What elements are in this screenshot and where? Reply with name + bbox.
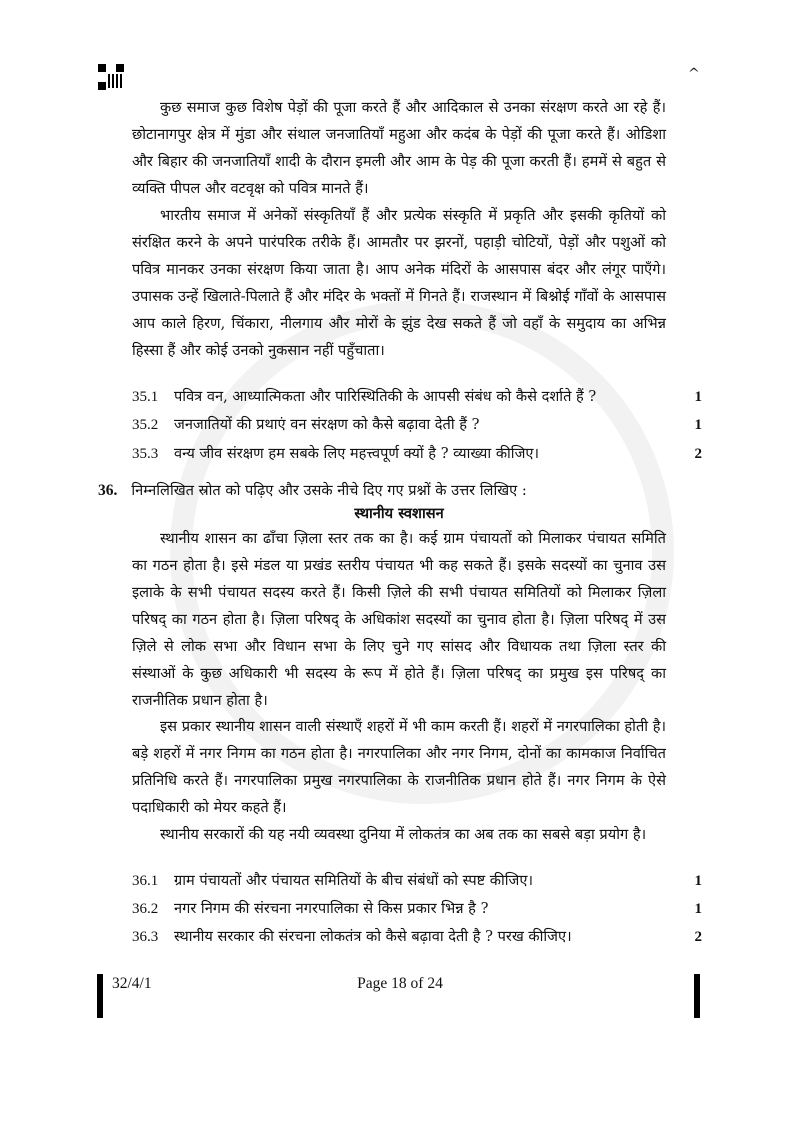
page-number: Page 18 of 24 <box>357 975 443 992</box>
subquestion-number: 36.2 <box>132 901 159 917</box>
subquestion-marks: 1 <box>694 389 702 405</box>
subquestion-number: 35.2 <box>132 417 159 433</box>
subquestion-text: स्थानीय सरकार की संरचना लोकतंत्र को कैसे बढ़ावा देती है ? परख कीजिए। <box>174 928 572 945</box>
footer-bar-right <box>694 974 700 1018</box>
subquestion-marks: 1 <box>694 417 702 433</box>
subquestion-36-3 <box>132 924 702 950</box>
question-number: 36. <box>98 482 118 499</box>
subquestion-text: नगर निगम की संरचना नगरपालिका से किस प्रकार भिन्न है ? <box>174 900 489 917</box>
qr-code-icon <box>98 64 124 90</box>
subquestion-36-1 <box>132 868 702 894</box>
q36-paragraph-3: स्थानीय सरकारों की यह नयी व्यवस्था दुनिया में लोकतंत्र का अब तक का सबसे बड़ा प्रयोग है। <box>160 826 647 843</box>
caret-mark: ^ <box>688 66 700 82</box>
subquestion-36-2 <box>132 896 702 922</box>
q35-paragraph-2: भारतीय समाज में अनेकों संस्कृतियाँ हैं और प्रत्येक संस्कृति में प्रकृति और इसकी कृतियों को संरक्षित करने के अपने पारंपरिक तरीके हैं। आमतौर पर झरनों, पहाड़ी चोटियों, पेड़ों और पशुओं को पवित्र मानकर उनका संरक्षण किया जाता है। आप अनेक मंदिरों के आसपास बंदर और लंगूर पाएँगे। उपासक उन्हें खिलाते-पिलाते हैं और मंदिर के भक्तों में गिनते हैं। राजस्थान में बिश्नोई गाँवों के आसपास आप काले हिरण, चिंकारा, नीलगाय और मोरों के झुंड देख सकते हैं जो वहाँ के समुदाय का अभिन्न हिस्सा हैं और कोई उनको नुकसान नहीं पहुँचाता। <box>132 207 666 359</box>
subquestion-35-1 <box>132 384 702 410</box>
q36-paragraph-1: स्थानीय शासन का ढाँचा ज़िला स्तर तक का है। कई ग्राम पंचायतों को मिलाकर पंचायत समिति का गठन होता है। इसे मंडल या प्रखंड स्तरीय पंचायत भी कह सकते हैं। इसके सदस्यों का चुनाव उस इलाके के सभी पंचायत सदस्य करते हैं। किसी ज़िले की सभी पंचायत समितियों को मिलाकर ज़िला परिषद् का गठन होता है। ज़िला परिषद् के अधिकांश सदस्यों का चुनाव होता है। ज़िला परिषद् में उस ज़िले से लोक सभा और विधान सभा के लिए चुने गए सांसद और विधायक तथा ज़िला स्तर की संस्थाओं के कुछ अधिकारी भी सदस्य के रूप में होते हैं। ज़िला परिषद् का प्रमुख इस परिषद् का राजनीतिक प्रधान होता है। <box>132 530 666 709</box>
subquestion-marks: 1 <box>694 901 702 917</box>
subquestion-text: ग्राम पंचायतों और पंचायत समितियों के बीच संबंधों को स्पष्ट कीजिए। <box>174 872 533 889</box>
subquestion-text: जनजातियों की प्रथाएं वन संरक्षण को कैसे बढ़ावा देती हैं ? <box>174 416 480 433</box>
subquestion-number: 36.1 <box>132 873 159 889</box>
subquestion-marks: 2 <box>694 446 702 462</box>
question-36-header <box>98 478 698 504</box>
subquestion-text: वन्य जीव संरक्षण हम सबके लिए महत्त्वपूर्ण क्यों है ? व्याख्या कीजिए। <box>174 445 540 462</box>
subquestion-number: 36.3 <box>132 929 159 945</box>
subquestion-marks: 1 <box>694 873 702 889</box>
subquestion-text: पवित्र वन, आध्यात्मिकता और पारिस्थितिकी के आपसी संबंध को कैसे दर्शाते हैं ? <box>174 388 597 405</box>
q35-paragraph-1: कुछ समाज कुछ विशेष पेड़ों की पूजा करते हैं और आदिकाल से उनका संरक्षण करते आ रहे हैं। छोटानागपुर क्षेत्र में मुंडा और संथाल जनजातियाँ महुआ और कदंब के पेड़ों की पूजा करते हैं। ओडिशा और बिहार की जनजातियाँ शादी के दौरान इमली और आम के पेड़ की पूजा करती हैं। हममें से बहुत से व्यक्ति पीपल और वटवृक्ष को पवित्र मानते हैं। <box>132 99 666 197</box>
subquestion-35-2 <box>132 412 702 438</box>
subquestion-number: 35.3 <box>132 446 159 462</box>
q36-paragraph-2: इस प्रकार स्थानीय शासन वाली संस्थाएँ शहरों में भी काम करती हैं। शहरों में नगरपालिका होती है। बड़े शहरों में नगर निगम का गठन होता है। नगरपालिका और नगर निगम, दोनों का कामकाज निर्वाचित प्रतिनिधि करते हैं। नगरपालिका प्रमुख नगरपालिका के राजनीतिक प्रधान होते हैं। नगर निगम के ऐसे पदाधिकारी को मेयर कहते हैं। <box>132 718 666 816</box>
subquestion-number: 35.1 <box>132 389 159 405</box>
source-title: स्थानीय स्वशासन <box>354 505 444 522</box>
subquestion-marks: 2 <box>694 929 702 945</box>
question-instruction: निम्नलिखित स्रोत को पढ़िए और उसके नीचे दिए गए प्रश्नों के उत्तर लिखिए : <box>131 482 527 499</box>
paper-code: 32/4/1 <box>112 975 152 992</box>
subquestion-35-3 <box>132 441 702 467</box>
